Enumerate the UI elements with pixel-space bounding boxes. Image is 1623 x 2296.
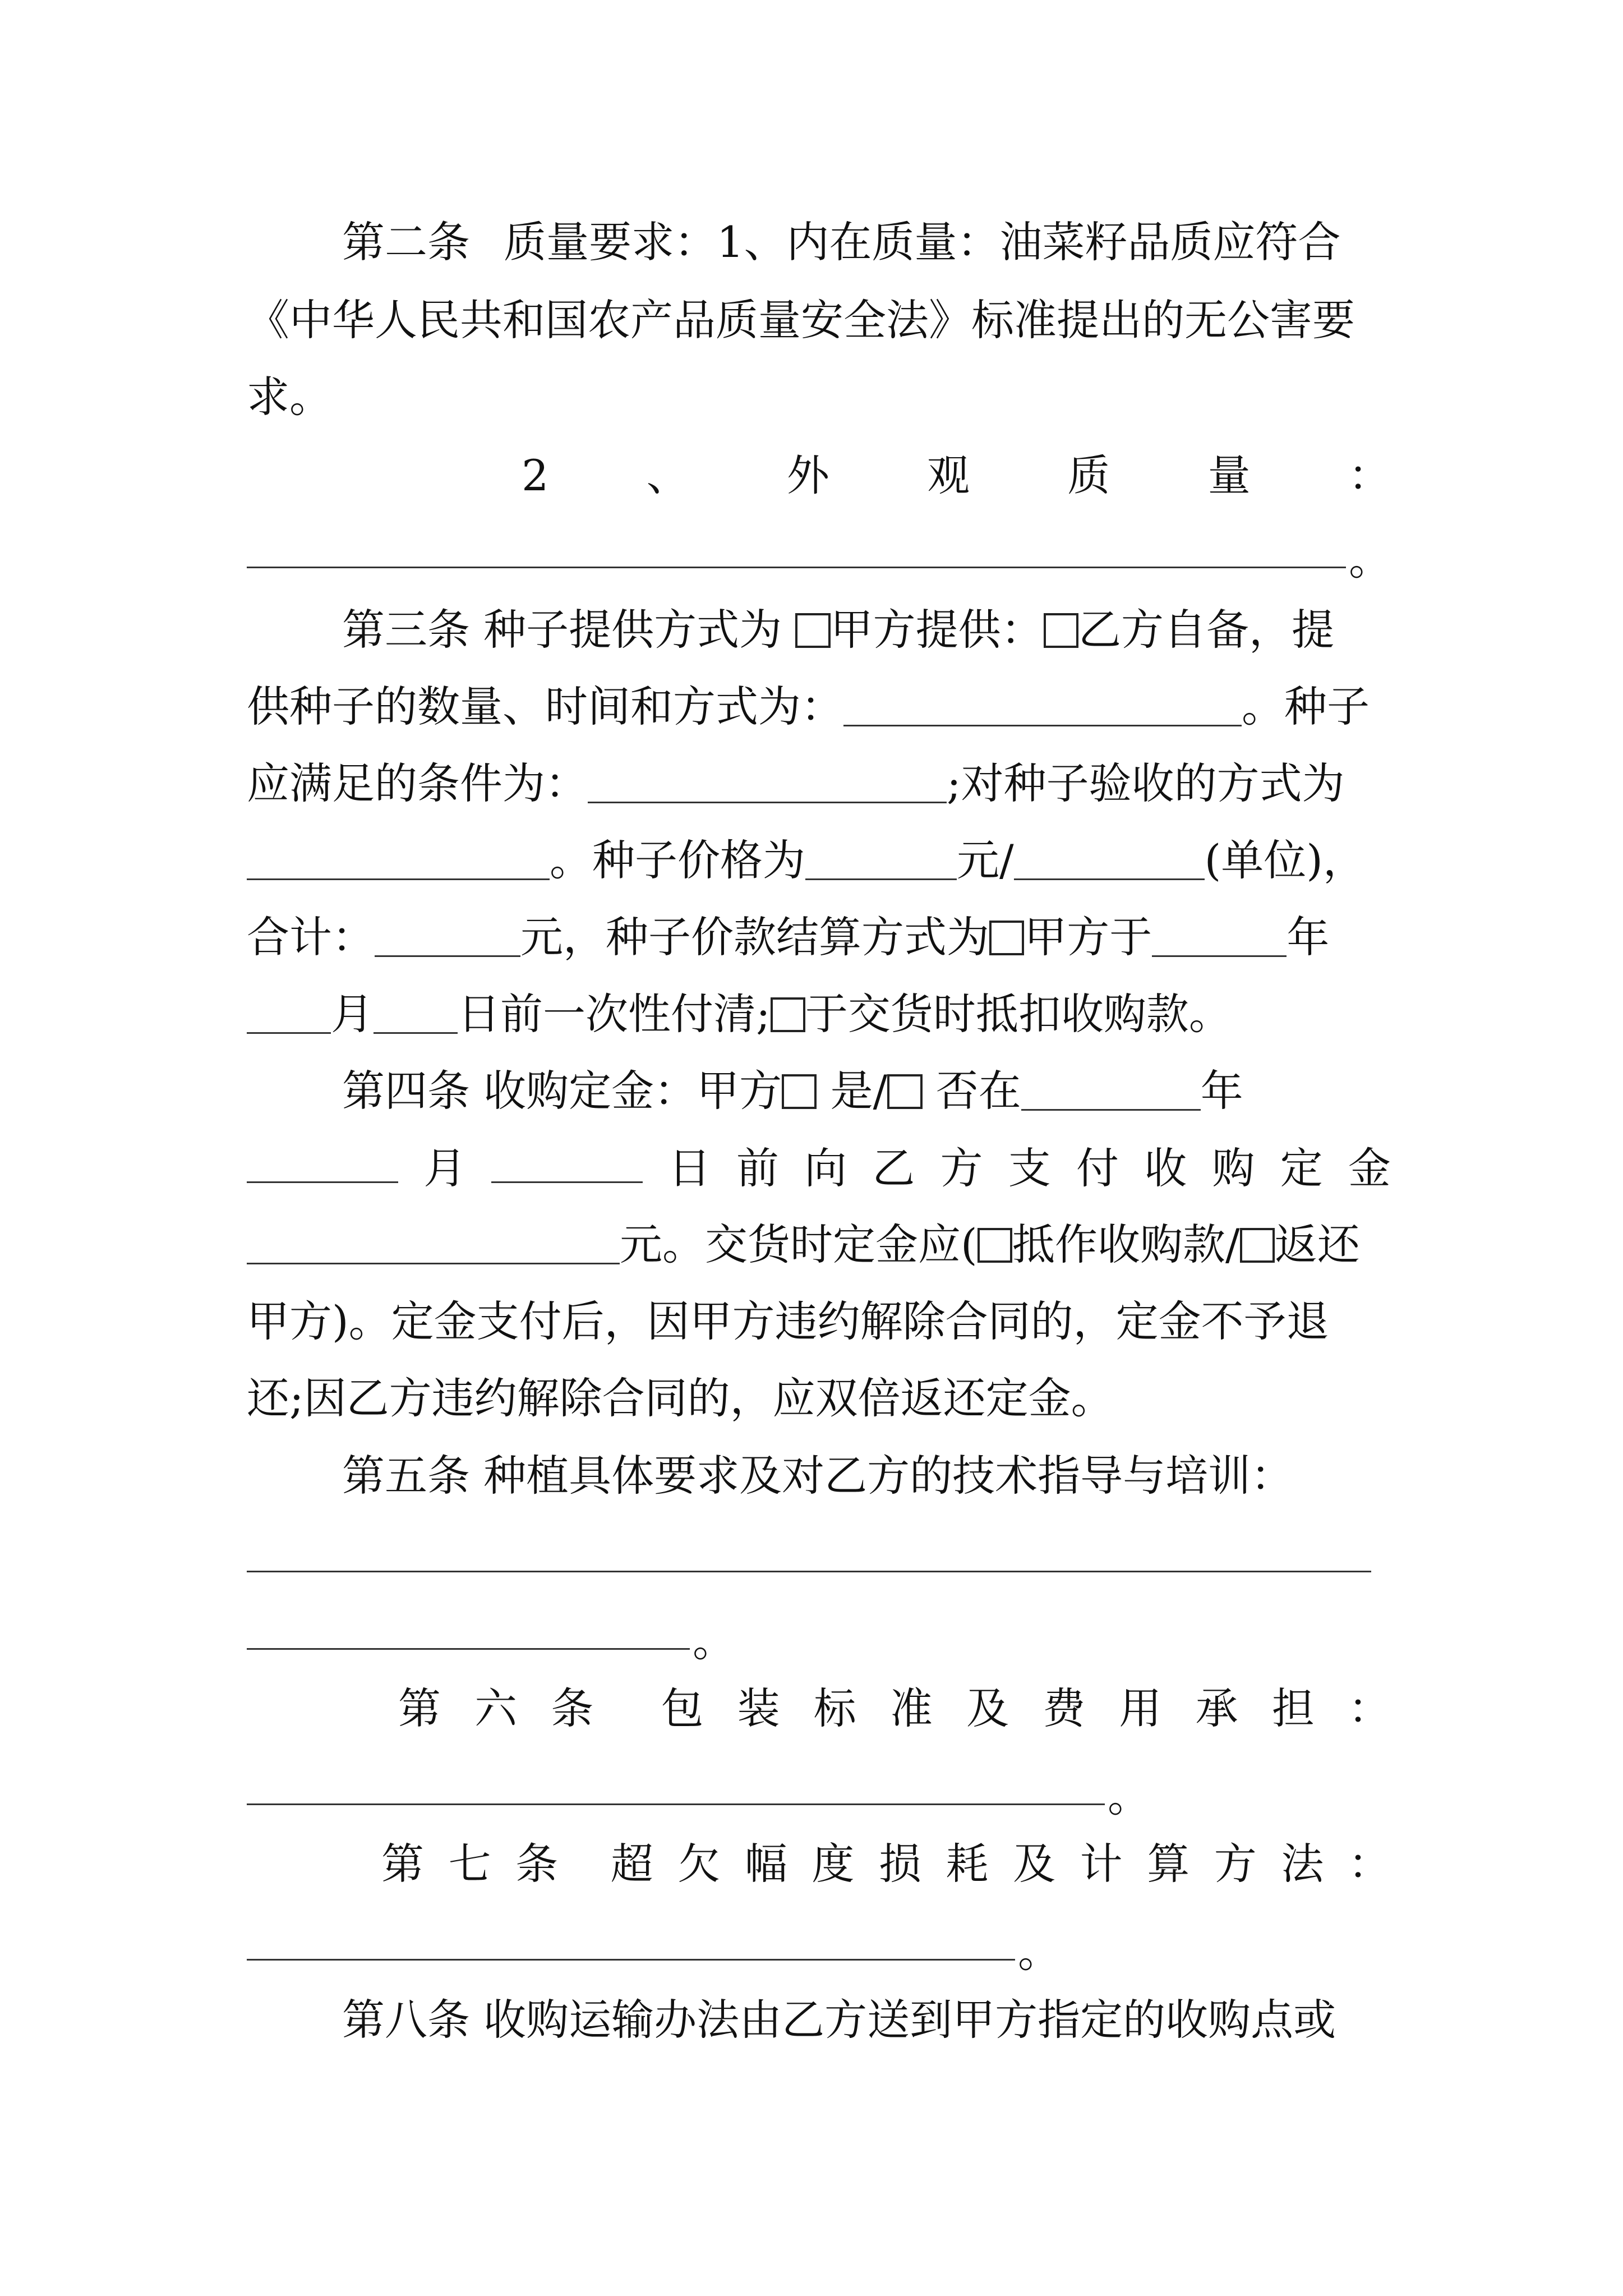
text: 乙方自备，提 (1078, 605, 1334, 655)
blank-deposit-amount[interactable] (247, 1222, 620, 1264)
blank-day[interactable] (374, 992, 458, 1034)
end-mark: 。 (693, 1616, 735, 1666)
article4-line2 (247, 1141, 1391, 1195)
char: 前 (736, 1143, 779, 1194)
char: 方 (940, 1143, 983, 1194)
char: 条 (551, 1683, 594, 1733)
char: 乙 (872, 1143, 915, 1194)
text: 。种子价格为 (550, 835, 805, 885)
article3-line6 (247, 987, 1391, 1041)
char: 金 (1348, 1143, 1391, 1194)
text: 是/ (817, 1066, 888, 1116)
article3-line2 (247, 680, 1391, 734)
checkbox-deposit-yes[interactable] (782, 1074, 817, 1109)
article3-line3 (247, 757, 1391, 811)
blank-year[interactable] (1152, 915, 1287, 957)
char: 外 (786, 450, 829, 500)
article4-line1 (247, 1064, 1391, 1118)
char: 度 (811, 1839, 855, 1889)
article8-line1 (247, 1993, 1391, 2047)
end-mark: 。 (1349, 535, 1391, 585)
article2-line2: 《中华人民共和国农产品质量安全法》标准提出的无公害要 (247, 295, 1355, 345)
blank-deposit-day[interactable] (491, 1141, 643, 1183)
text: 合计： (247, 912, 375, 962)
blank-month[interactable] (247, 992, 331, 1034)
char: 支 (1008, 1143, 1051, 1194)
char: 计 (1080, 1839, 1123, 1889)
blank-seed-acceptance[interactable] (247, 838, 550, 880)
checkbox-party-b-provides[interactable] (1044, 613, 1078, 648)
text: 抵作收购款/ (1012, 1220, 1240, 1269)
char: 及 (966, 1683, 1009, 1733)
text: 第八条 收购运输办法由乙方送到甲方指定的收购点或 (342, 1995, 1336, 2045)
char: 2 (522, 450, 549, 500)
char: 量 (1207, 450, 1251, 500)
text: 供种子的数量、时间和方式为： (247, 682, 843, 731)
text: 元/ (957, 835, 1014, 885)
char: 耗 (946, 1839, 989, 1889)
blank-total[interactable] (375, 915, 520, 957)
char: 质 (1067, 450, 1110, 500)
text: ;对种子验收的方式为 (947, 758, 1345, 808)
text: 第三条 种子提供方式为 (342, 605, 796, 655)
char: 及 (1013, 1839, 1056, 1889)
text: 日前一次性付清; (458, 989, 771, 1039)
article6-line1 (398, 1682, 1391, 1736)
char: 担 (1271, 1683, 1315, 1733)
blank-seed-quantity[interactable] (843, 684, 1242, 726)
text: 第四条 收购定金：甲方 (342, 1066, 782, 1116)
text: 年 (1200, 1066, 1243, 1116)
article7-line1 (381, 1837, 1391, 1891)
end-mark: 。 (1018, 1927, 1061, 1977)
char: ： (1348, 450, 1391, 500)
char: 标 (813, 1683, 856, 1733)
char: 费 (1043, 1683, 1086, 1733)
blank-loss-calculation[interactable] (247, 1959, 1015, 1961)
char: 付 (1076, 1143, 1119, 1194)
char: 准 (889, 1683, 933, 1733)
text: 返还 (1274, 1220, 1360, 1269)
article4-line4: 甲方)。定金支付后，因甲方违约解除合同的，定金不予退 (247, 1296, 1329, 1346)
blank-unit[interactable] (1014, 838, 1205, 880)
char: 条 (515, 1839, 559, 1889)
char: 第 (398, 1683, 441, 1733)
char: 承 (1195, 1683, 1238, 1733)
blank-planting-requirements-2[interactable] (247, 1648, 690, 1650)
text: 否在 (922, 1066, 1021, 1116)
article3-line4 (247, 834, 1391, 887)
text: 年 (1287, 912, 1330, 962)
text: 月 (331, 989, 374, 1039)
char: 幅 (744, 1839, 787, 1889)
article3-line5 (247, 910, 1391, 964)
char: 购 (1212, 1143, 1255, 1194)
char: 六 (474, 1683, 518, 1733)
char: ： (1348, 1683, 1391, 1733)
text: 元。交货时定金应( (620, 1220, 978, 1269)
char: 装 (737, 1683, 780, 1733)
article2-heading: 第二条 (342, 217, 470, 267)
article3-line1 (247, 603, 1391, 657)
char: 定 (1280, 1143, 1323, 1194)
char: 第 (381, 1839, 424, 1889)
char: 观 (927, 450, 970, 500)
char: 七 (448, 1839, 491, 1889)
text: 第五条 种植具体要求及对乙方的技术指导与培训： (342, 1451, 1294, 1501)
blank-deposit-year[interactable] (1021, 1069, 1201, 1111)
checkbox-return-deposit[interactable] (1240, 1228, 1275, 1263)
article2-text: 质量要求：1、内在质量：油菜籽品质应符合 (504, 217, 1341, 267)
char: 月 (423, 1143, 467, 1194)
text: 元，种子价款结算方式为 (520, 912, 989, 962)
char: 损 (878, 1839, 921, 1889)
checkbox-pay-before[interactable] (989, 921, 1024, 955)
char: 日 (668, 1143, 711, 1194)
char: 超 (610, 1839, 653, 1889)
end-mark: 。 (1108, 1772, 1150, 1821)
article2-line4 (522, 449, 1391, 503)
char: 收 (1144, 1143, 1187, 1194)
article2-line3: 求。 (247, 372, 332, 422)
char: 算 (1147, 1839, 1190, 1889)
char: 、 (646, 450, 689, 500)
char: 向 (804, 1143, 847, 1194)
text: 甲方于 (1024, 912, 1152, 962)
blank-packaging[interactable] (247, 1803, 1105, 1805)
blank-planting-requirements-1[interactable] (247, 1571, 1371, 1572)
article4-line5: 还;因乙方违约解除合同的，应双倍返还定金。 (247, 1373, 1114, 1423)
checkbox-deposit-no[interactable] (887, 1074, 922, 1109)
article5-line1 (247, 1449, 1391, 1503)
char: ： (1348, 1839, 1391, 1889)
text: 于交货时抵扣收购款。 (805, 989, 1232, 1039)
blank-seed-conditions[interactable] (588, 761, 947, 803)
char: 法 (1281, 1839, 1324, 1889)
checkbox-deduct-on-delivery[interactable] (771, 997, 805, 1032)
char: 用 (1119, 1683, 1162, 1733)
char: 包 (661, 1683, 704, 1733)
text: (单位)， (1204, 835, 1366, 885)
char: 欠 (677, 1839, 721, 1889)
article4-line3 (247, 1218, 1391, 1272)
text: 。种子 (1242, 682, 1370, 731)
text: 应满足的条件为： (247, 758, 588, 808)
checkbox-offset-payment[interactable] (978, 1228, 1012, 1263)
checkbox-party-a-provides[interactable] (795, 613, 830, 648)
char: 方 (1214, 1839, 1257, 1889)
text: 甲方提供： (830, 605, 1044, 655)
article2-line1 (247, 215, 1391, 269)
blank-seed-price[interactable] (805, 838, 957, 880)
blank-appearance-quality[interactable] (247, 567, 1346, 568)
blank-deposit-month[interactable] (247, 1141, 398, 1183)
